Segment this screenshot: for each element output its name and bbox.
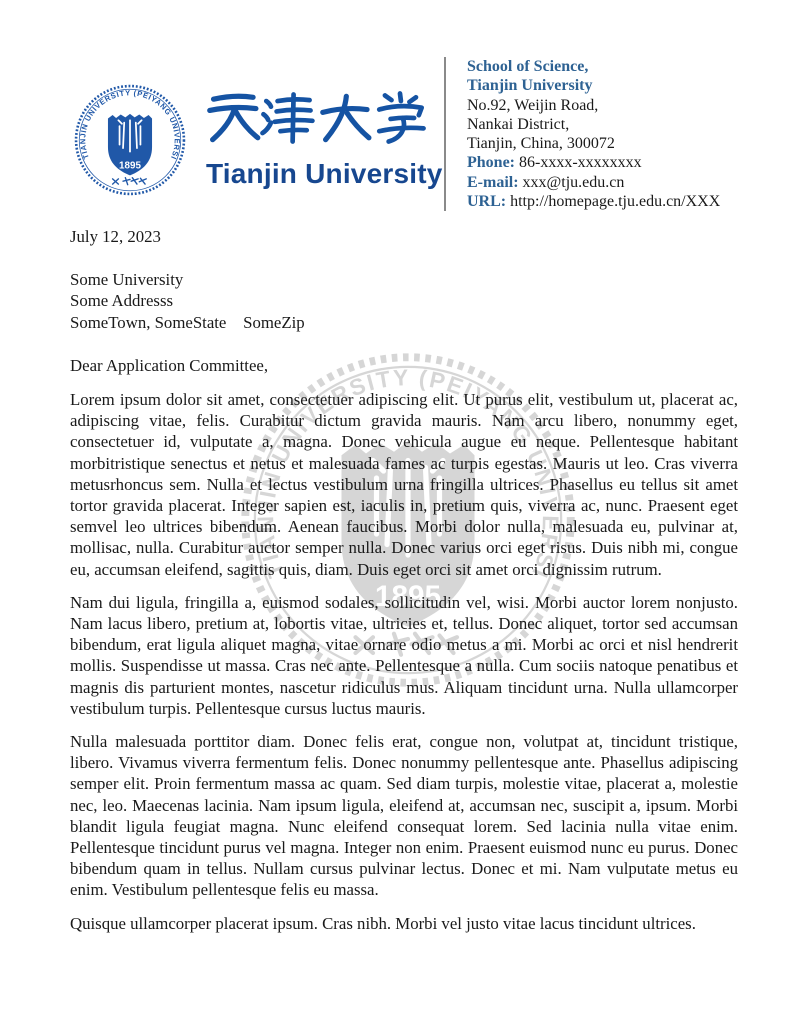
letter-paragraph: Lorem ipsum dolor sit amet, consectetuer adipiscing elit. Ut purus elit, vestibulum ut, placerat ac, adipiscing vitae, felis. Curabitur dictum gravida mauris. Nam arcu libero, nonummy eget, consectetuer id, vulputate a, magna. Donec vehicula augue eu neque. Pellentesque habitant morbitristique senectus et netus et malesuada fames ac turpis egestas. Mauris ut leo. Cras viverra metusrhoncus sem. Nulla et lectus vestibulum urna fringilla ultrices. Phasellus eu tellus sit amet tortor gravida placerat. Integer sapien est, iaculis in, pretium quis, viverra ac, nunc. Praesent eget semvel leo ultrices bibendum. Aenean faucibus. Morbi dolor nulla, malesuada eu, pulvinar at, mollisac, nulla. Curabitur auctor semper nulla. Donec varius orci eget risus. Duis nibh mi, congue eu, accumsan eleifend, sagittis quis, diam. Duis eget orci sit amet orci dignissim rutrum.: [70, 390, 738, 579]
url-value: http://homepage.tju.edu.cn/XXX: [510, 193, 721, 211]
char-da: [323, 96, 369, 139]
phone-value: 86-xxxx-xxxxxxxx: [519, 154, 642, 172]
phone-row: [467, 153, 754, 172]
department-name: School of Science,: [467, 58, 589, 75]
letter-date: July 12, 2023: [70, 227, 161, 246]
institution-name: Tianjin University: [467, 77, 593, 95]
letter-paragraph: Nam dui ligula, fringilla a, euismod sodales, sollicitudin vel, wisi. Morbi auctor lorem nonjusto. Nam lacus libero, pretium at, lobortis vitae, ultricies et, tellus. Donec aliquet, tortor sed accumsan bibendum, erat ligula aliquet magna, vitae ornare odio metus a mi. Morbi ac orci et nisl hendrerit mollis. Suspendisse ut massa. Cras nec ante. Pellentesque a nulla. Cum sociis natoque penatibus et magnis dis parturient montes, nascetur ridiculus mus. Aliquam tincidunt urna. Nulla ullamcorper vestibulum turpis. Pellentesque cursus luctus mauris.: [70, 592, 738, 718]
address-line: No.92, Weijin Road,: [467, 96, 599, 114]
char-tian: [210, 96, 258, 139]
recipient-line: SomeTown, SomeState SomeZip: [70, 312, 305, 332]
phone-label: Phone:: [467, 154, 515, 172]
university-chinese-name-calligraphy: [206, 88, 432, 152]
char-xue: [379, 94, 423, 142]
letter-paragraph: Nulla malesuada porttitor diam. Donec felis erat, congue non, volutpat at, tincidunt tristique, libero. Vivamus viverra fermentum felis. Donec nonummy pellentesque ante. Phasellus adipiscing semper elit. Proin fermentum massa ac quam. Sed diam turpis, molestie vitae, placerat a, molestie nec, leo. Maecenas lacinia. Nam ipsum ligula, eleifend at, accumsan nec, suscipit a, ipsum. Morbi blandit ligula feugiat magna. Nunc eleifend consequat lorem. Sed lacinia nulla vitae enim. Pellentesque tincidunt purus vel magna. Integer non enim. Praesent euismod nunc eu purus. Donec bibendum quam in tellus. Nullam cursus pulvinar lectus. Donec et mi. Nam vulputate metus eu enim. Vestibulum pellentesque felis eu massa.: [70, 732, 738, 900]
address-line: Tianjin, China, 300072: [467, 135, 615, 153]
email-label: E-mail:: [467, 173, 519, 191]
recipient-line: Some University: [70, 270, 184, 290]
url-row: [467, 192, 754, 211]
letter-paragraph: Quisque ullamcorper placerat ipsum. Cras nibh. Morbi vel justo vitae lacus tincidunt ultrices.: [70, 913, 696, 933]
university-wordmark: Tianjin University: [206, 158, 443, 189]
char-jin: [263, 94, 313, 141]
contact-block: [444, 57, 754, 211]
recipient-block: [70, 269, 738, 333]
salutation: Dear Application Committee,: [70, 355, 269, 375]
url-label: URL:: [467, 193, 507, 211]
email-value: xxx@tju.edu.cn: [522, 173, 625, 191]
email-row: [467, 173, 754, 192]
letter-body: [70, 226, 738, 946]
address-line: Nankai District,: [467, 115, 570, 133]
university-seal-logo: [72, 82, 188, 198]
recipient-line: Some Addresss: [70, 291, 174, 311]
